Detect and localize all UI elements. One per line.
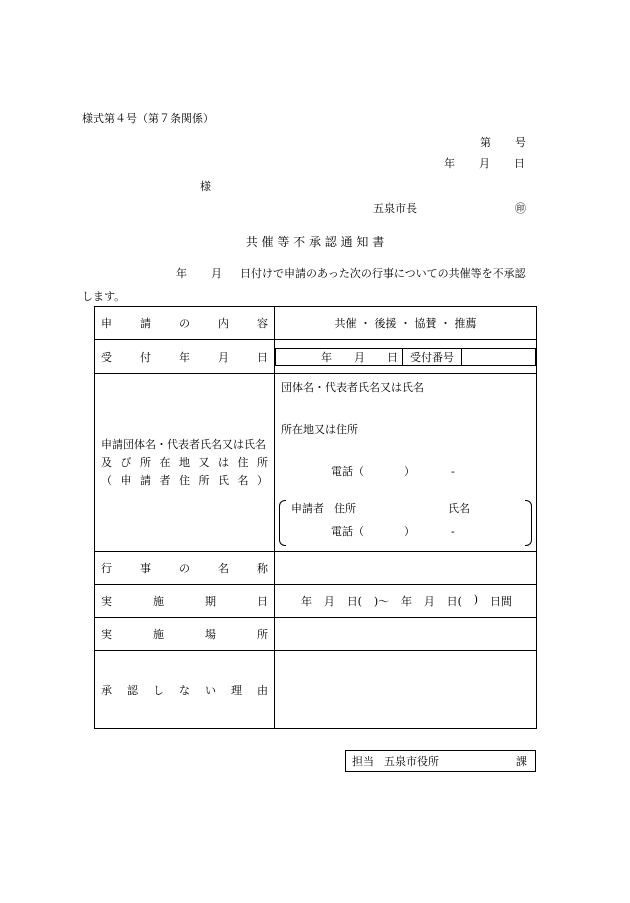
event-name-field [275, 552, 537, 585]
seal-mark: ㊞ [515, 202, 526, 215]
row-application-content [95, 307, 537, 340]
row-rejection-reason [95, 651, 537, 729]
receipt-number-field [462, 348, 536, 365]
applicant-line: 申請者 住所 氏名 [291, 502, 470, 515]
label-line-1: 申請団体名・代表者氏名又は氏名 [101, 437, 266, 451]
number-prefix: 第 [480, 136, 491, 149]
label-cell [95, 374, 275, 552]
contact-box [345, 750, 536, 772]
label-line-2: 及 び 所 在 地 又 は 住 所 [101, 455, 268, 469]
intro-line-2: します。 [82, 290, 126, 303]
notice-table [94, 306, 537, 729]
receipt-cell [275, 340, 537, 374]
receipt-number-label: 受付番号 [403, 348, 462, 365]
intro-month: 月 [211, 267, 222, 280]
contact-office: 五泉市役所 [384, 755, 439, 768]
rejection-reason-field [275, 651, 537, 729]
phone-line: 電話（ ） - [331, 465, 455, 478]
location-label: 所在地又は住所 [281, 423, 358, 436]
issue-month: 月 [479, 157, 490, 170]
contact-label: 担当 [352, 755, 374, 768]
label-cell: 受 付 年 月 日 [95, 340, 275, 374]
form-number: 様式第４号（第７条関係） [82, 112, 214, 125]
mayor-title: 五泉市長 [373, 202, 417, 215]
receipt-date-field: 年 月 日 [276, 348, 403, 365]
number-suffix: 号 [515, 136, 526, 149]
label-cell: 実 施 場 所 [95, 618, 275, 651]
document-number-line [480, 137, 526, 148]
applicant-phone-line: 電話（ ） - [331, 525, 455, 538]
intro-year: 年 [176, 267, 187, 280]
label-cell: 承 認 し な い 理 由 [95, 651, 275, 729]
label-cell: 申 請 の 内 容 [95, 307, 275, 340]
intro-line-1 [94, 268, 526, 279]
label-line-3: （ 申 請 者 住 所 氏 名 ） [101, 473, 268, 487]
addressee-honorific: 様 [200, 180, 211, 193]
label-cell: 実 施 期 日 [95, 585, 275, 618]
issue-day: 日 [514, 157, 525, 170]
label-cell: 行 事 の 名 称 [95, 552, 275, 585]
applicant-details-cell [275, 374, 537, 552]
document-title: 共 催 等 不 承 認 通 知 書 [245, 235, 385, 249]
row-event-venue [95, 618, 537, 651]
event-venue-field [275, 618, 537, 651]
sponsorship-type-options: 共催 ・ 後援 ・ 協賛 ・ 推薦 [275, 307, 537, 340]
intro-text: 日付けで申請のあった次の行事についての共催等を不承認 [240, 267, 526, 280]
row-event-period [95, 585, 537, 618]
row-receipt-date [95, 340, 537, 374]
event-period-field: 年 月 日( )～ 年 月 日( ) 日間 [275, 585, 537, 618]
row-event-name [95, 552, 537, 585]
contact-section: 課 [516, 755, 527, 768]
org-name-label: 団体名・代表者氏名又は氏名 [281, 381, 424, 394]
row-applicant [95, 374, 537, 552]
issue-date-line [444, 158, 525, 169]
issue-year: 年 [444, 157, 455, 170]
